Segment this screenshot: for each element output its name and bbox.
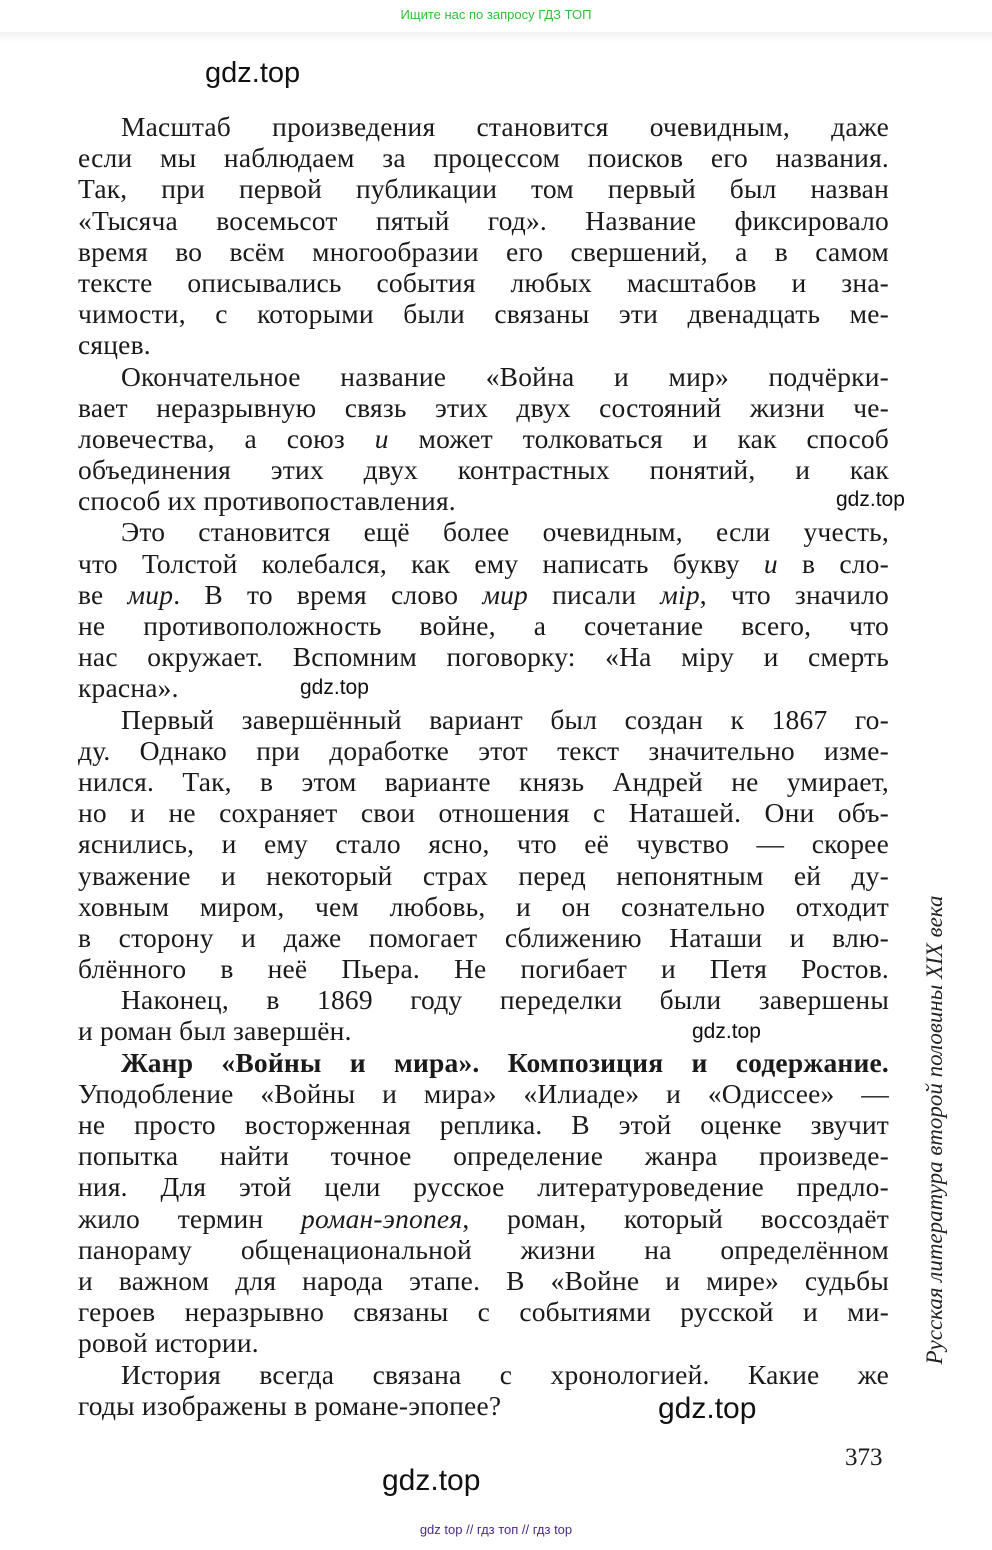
text-line [78,797,889,828]
text-segment: и важном для народа этапе. В «Войне и мире» судьбы [78,1264,889,1296]
text-segment: , роман, который воссоздаёт [462,1202,889,1234]
text-segment: если мы наблюдаем за процессом поисков его названия. [78,142,889,174]
text-segment: нас окружает. Вспомним поговорку: «На міру и смерть [78,641,889,673]
text-line [78,1171,889,1202]
text-segment: ловечества, а союз [78,422,375,454]
text-line [78,454,889,485]
watermark: gdz.top [836,488,905,511]
text-segment: сяцев. [78,329,151,361]
text-segment: История всегда связана с хронологией. Какие же [121,1358,889,1390]
text-line [78,392,889,423]
text-line [78,860,889,891]
text-segment: жило термин [78,1202,301,1234]
text-segment: ду. Однако при доработке этот текст значительно изме- [78,734,889,766]
text-line [78,423,889,454]
text-line [78,267,889,298]
text-segment: время во всём многообразии его свершений, а в самом [78,235,889,267]
watermark: gdz.top [692,1020,761,1043]
bold-heading: Жанр «Войны и мира». Композиция и содержание. [121,1046,889,1078]
text-line [78,173,889,204]
running-head-vertical: Русская литература второй половины XIX века [922,895,947,1365]
text-line [78,361,889,392]
text-line [78,953,889,984]
text-segment: блённого в неё Пьера. Не погибает и Петя Ростов. [78,953,889,985]
text-segment: ве [78,578,128,610]
text-segment: Масштаб произведения становится очевидным, даже [121,111,889,142]
text-segment: годы изображены в романе-эпопее? [78,1389,502,1421]
text-segment: но и не сохраняет свои отношения с Наташей. Они объ- [78,797,889,829]
text-line [78,672,889,703]
text-line [78,1234,889,1265]
text-line [78,111,889,142]
text-segment: Это становится ещё более очевидным, если учесть, [121,516,889,548]
text-line [78,1296,889,1327]
page-number: 373 [845,1444,883,1471]
text-line [78,1109,889,1140]
text-segment: Так, при первой публикации том первый был назван [78,173,889,205]
text-line [78,891,889,922]
text-segment: . В то время слово [173,578,483,610]
text-segment: яснились, и ему стало ясно, что её чувство — скорее [78,828,889,860]
text-segment: не просто восторженная реплика. В этой оценке звучит [78,1109,889,1140]
search-banner: Ищите нас по запросу ГДЗ ТОП [400,7,592,22]
watermark: gdz.top [300,676,369,699]
text-line [78,1327,889,1358]
text-segment: Наконец, в 1869 году переделки были завершены [121,984,889,1016]
text-line [78,1078,889,1109]
text-segment: Первый завершённый вариант был создан к 1867 го- [121,703,889,735]
text-segment: чимости, с которыми были связаны эти двенадцать ме- [78,298,889,330]
text-segment: не противоположность войне, а сочетание всего, что [78,610,889,641]
text-segment: тексте описывались события любых масштабов и зна- [78,266,889,298]
banner-shadow [0,32,992,42]
text-line [78,922,889,953]
text-segment: ния. Для этой цели русское литературоведение предло- [78,1171,889,1203]
text-segment: уважение и некоторый страх перед непонятным ей ду- [78,859,889,891]
page-text [78,111,889,1421]
text-line [78,984,889,1015]
text-line [78,579,889,610]
text-segment: попытка найти точное определение жанра произведе- [78,1140,889,1172]
text-segment: Уподобление «Войны и мира» «Илиаде» и «Одиссее» — [78,1077,889,1109]
text-segment: , что значило [699,578,889,610]
text-segment: объединения этих двух контрастных понятий, и как [78,454,889,486]
text-line [78,1203,889,1234]
watermark: gdz.top [205,57,301,89]
italic-text: роман-эпопея [301,1202,463,1234]
text-segment: нился. Так, в этом варианте князь Андрей не умирает, [78,765,889,797]
text-segment: красна». [78,672,179,704]
italic-text: міp [660,578,700,610]
text-line [78,1390,889,1421]
text-line [78,766,889,797]
text-line [78,329,889,360]
italic-text: мир [127,578,174,610]
text-line [78,1359,889,1390]
text-segment: в сло- [777,547,889,579]
italic-text: и [374,422,389,454]
footer-watermark: gdz top // гдз топ // гдз top [419,1522,573,1537]
text-line [78,516,889,547]
text-segment: ховным миром, чем любовь, и он сознательно отходит [78,890,889,922]
text-line [78,610,889,641]
text-segment: что Толстой колебался, как ему написать букву [78,547,764,579]
text-segment: писали [527,578,661,610]
watermark: gdz.top [658,1392,757,1425]
text-segment: способ их противопоставления. [78,485,456,517]
text-segment: «Тысяча восемьсот пятый год». Название фиксировало [78,204,889,236]
text-segment: вает неразрывную связь этих двух состояний жизни че- [78,391,889,423]
text-line [78,828,889,859]
text-line [78,1140,889,1171]
text-line [78,1047,889,1078]
text-line [78,1265,889,1296]
text-line [78,704,889,735]
text-segment: панораму общенациональной жизни на определённом [78,1233,889,1265]
text-line [78,485,889,516]
text-line [78,641,889,672]
watermark: gdz.top [382,1464,481,1497]
text-line [78,142,889,173]
italic-text: и [763,547,778,579]
text-line [78,236,889,267]
text-segment: героев неразрывно связаны с событиями русской и ми- [78,1296,889,1328]
text-segment: в сторону и даже помогает сближению Наташи и влю- [78,921,889,953]
text-segment: и роман был завершён. [78,1015,352,1047]
text-segment: может толковаться и как способ [388,422,889,454]
text-line [78,205,889,236]
text-segment: ровой истории. [78,1327,259,1359]
text-line [78,735,889,766]
text-line [78,1015,889,1046]
text-line [78,548,889,579]
text-line [78,298,889,329]
text-segment: Окончательное название «Война и мир» подчёрки- [121,360,889,392]
italic-text: мир [482,578,528,610]
